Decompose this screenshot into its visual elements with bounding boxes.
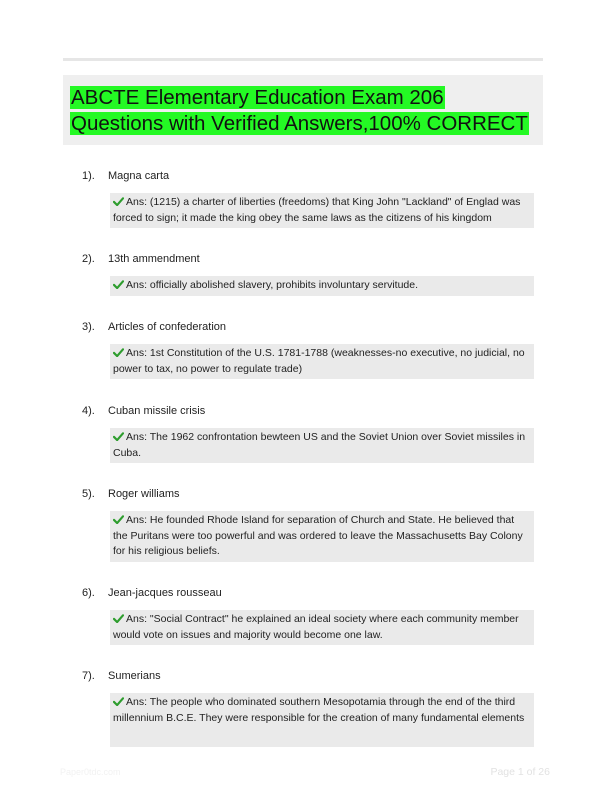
answer-box <box>110 428 534 463</box>
question-text: Cuban missile crisis <box>108 405 206 417</box>
question-text: Articles of confederation <box>108 321 227 333</box>
answer-box <box>110 693 534 747</box>
check-icon <box>113 348 124 357</box>
question-text: Sumerians <box>108 670 161 682</box>
question-number: 2). <box>82 253 95 265</box>
title-line-2: Questions with Verified Answers,100% CORRECT <box>71 112 528 135</box>
question-number: 4). <box>82 405 95 417</box>
title-line-1: ABCTE Elementary Education Exam 206 <box>71 86 444 109</box>
question-number: 1). <box>82 170 95 182</box>
check-icon <box>113 432 124 441</box>
check-icon <box>113 280 124 289</box>
check-icon <box>113 197 124 206</box>
answer-box <box>110 610 534 645</box>
check-icon <box>113 515 124 524</box>
check-icon <box>113 614 124 623</box>
answer-text: Ans: officially abolished slavery, prohibits involuntary servitude. <box>126 279 419 291</box>
question-number: 3). <box>82 321 95 333</box>
question-number: 5). <box>82 488 95 500</box>
document-title <box>70 85 540 137</box>
top-divider <box>63 58 543 61</box>
answer-text: Ans: The people who dominated southern Mesopotamia through the end of the third millennium B.C.E. They were responsible for the creation of many fundamental elements <box>113 696 525 724</box>
answer-box <box>110 344 534 379</box>
question-number: 7). <box>82 670 95 682</box>
answer-text: Ans: 1st Constitution of the U.S. 1781-1788 (weaknesses-no executive, no judicial, no power to tax, no power to regulate trade) <box>113 347 525 375</box>
page-number: Page 1 of 26 <box>490 766 550 778</box>
answer-text: Ans: He founded Rhode Island for separation of Church and State. He believed that the Puritans were too powerful and was ordered to leave the Massachusetts Bay Colony for his religious beliefs. <box>113 514 523 557</box>
answer-box <box>110 193 534 228</box>
question-text: Jean-jacques rousseau <box>108 587 222 599</box>
check-icon <box>113 697 124 706</box>
question-text: 13th ammendment <box>108 253 200 265</box>
question-number: 6). <box>82 587 95 599</box>
question-text: Roger williams <box>108 488 180 500</box>
footer-site-watermark: Paper0tdc.com <box>60 767 121 777</box>
answer-text: Ans: "Social Contract" he explained an ideal society where each community member would vote on issues and majority would become one law. <box>113 613 519 641</box>
answer-text: Ans: The 1962 confrontation bewteen US and the Soviet Union over Soviet missiles in Cuba. <box>113 431 526 459</box>
answer-text: Ans: (1215) a charter of liberties (freedoms) that King John "Lackland" of Englad was forced to sign; it made the king obey the same laws as the citizens of his kingdom <box>113 196 521 224</box>
answer-box <box>110 511 534 562</box>
answer-box <box>110 276 534 296</box>
question-text: Magna carta <box>108 170 170 182</box>
